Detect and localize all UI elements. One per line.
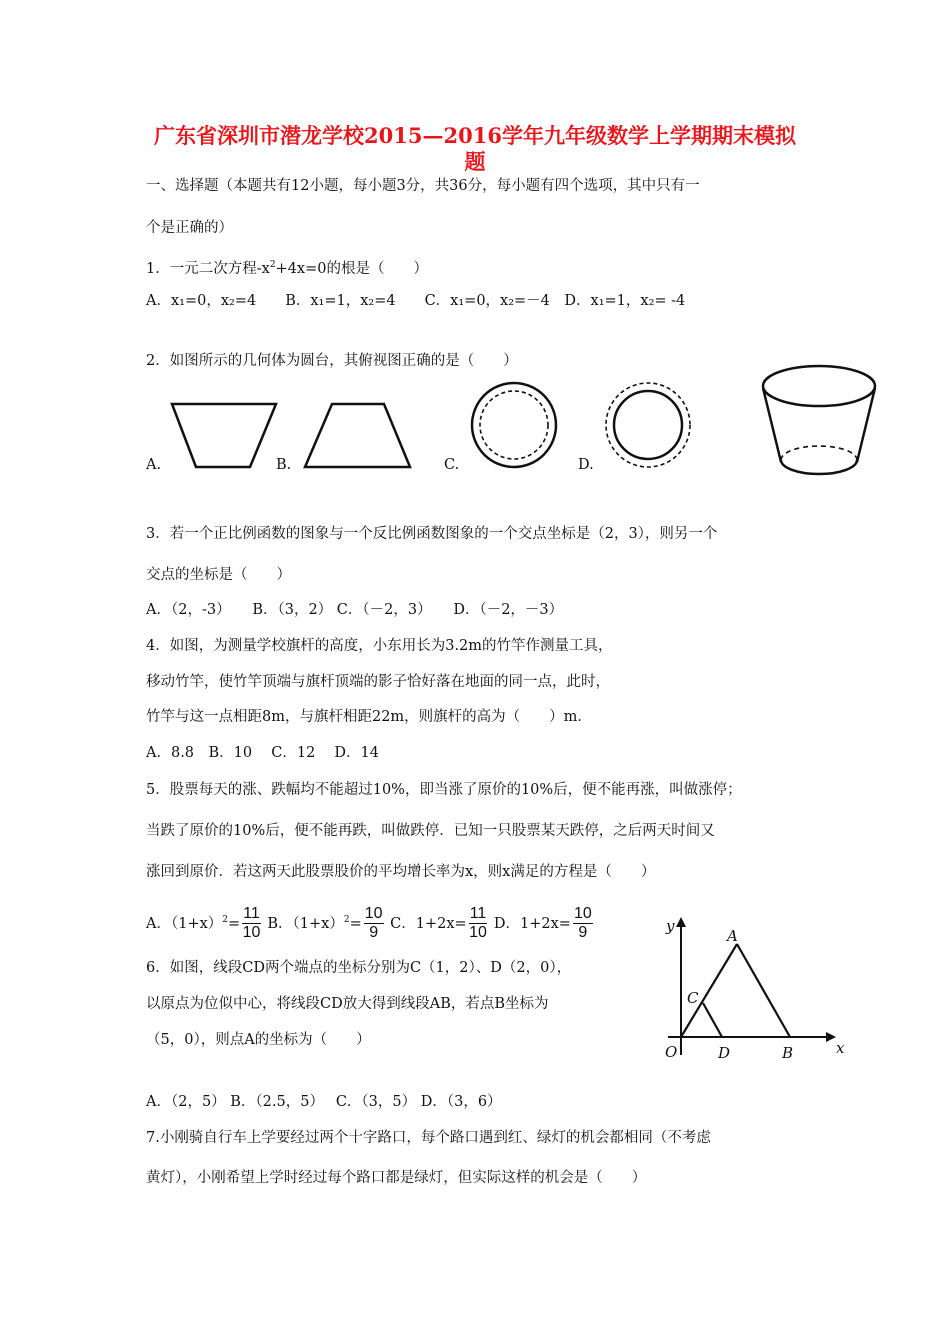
q5-option-a-exponent: 2 bbox=[222, 915, 229, 925]
y-axis-arrow bbox=[676, 917, 686, 927]
question-3-options: A．（2，-3） B．（3，2） C．（－2，3） D．（－2，－3） bbox=[146, 602, 564, 618]
q5-option-d: D．1+2x= bbox=[493, 915, 571, 932]
frustum-bottom-front-arc bbox=[781, 460, 857, 474]
fraction-numerator: 10 bbox=[364, 905, 383, 923]
label-B: B bbox=[782, 1044, 794, 1062]
q1-stem-part: 1．一元二次方程-x bbox=[146, 260, 270, 277]
q5-option-b-exponent: 2 bbox=[343, 915, 350, 925]
section-instruction: 一、选择题（本题共有12小题，每小题3分，共36分，每小题有四个选项，其中只有一 bbox=[146, 178, 700, 194]
segment-CD bbox=[703, 1003, 722, 1037]
fraction-denominator: 9 bbox=[578, 924, 588, 942]
q2-figures bbox=[0, 0, 950, 520]
outer-solid-circle-option-c bbox=[472, 383, 556, 467]
trapezoid-option-b bbox=[305, 404, 410, 467]
label-A: A bbox=[727, 927, 738, 945]
question-4-stem-line3: 竹竿与这一点相距8m，与旗杆相距22m，则旗杆的高为（ ）m． bbox=[146, 709, 592, 725]
q5-option-b: B．（1+x） bbox=[267, 915, 344, 932]
question-7-stem-line2: 黄灯），小刚希望上学时经过每个路口都是绿灯，但实际这样的机会是（ ） bbox=[146, 1170, 647, 1186]
question-7-stem: 7.小刚骑自行车上学要经过两个十字路口，每个路口遇到红、绿灯的机会都相同（不考虑 bbox=[146, 1130, 711, 1146]
question-5-stem-line2: 当跌了原价的10%后，便不能再跌，叫做跌停．已知一只股票某天跌停，之后两天时间又 bbox=[146, 823, 715, 839]
inner-dashed-circle-option-c bbox=[480, 391, 548, 459]
question-3-stem: 3．若一个正比例函数的图象与一个反比例函数图象的一个交点坐标是（2，3），则另一个 bbox=[146, 526, 718, 542]
label-C: C bbox=[687, 989, 699, 1007]
label-D: D bbox=[718, 1044, 731, 1062]
inner-solid-circle-option-d bbox=[614, 391, 682, 459]
q5-equals: = bbox=[228, 915, 241, 932]
question-6-stem: 6．如图，线段CD两个端点的坐标分别为C（1，2）、D（2，0）， bbox=[146, 960, 572, 976]
question-4-stem: 4．如图，为测量学校旗杆的高度，小东用长为3.2m的竹竿作测量工具， bbox=[146, 638, 613, 654]
section-instruction-continued: 个是正确的） bbox=[146, 220, 233, 236]
q1-stem-part: +4x=0的根是（ ） bbox=[275, 260, 428, 277]
question-4-stem-line2: 移动竹竿，使竹竿顶端与旗杆顶端的影子恰好落在地面的同一点，此时， bbox=[146, 674, 610, 690]
question-1-options: A．x₁=0，x₂=4 B．x₁=1，x₂=4 C．x₁=0，x₂=－4 D．x₁=1，x₂= -4 bbox=[146, 293, 686, 309]
q5-fraction-a bbox=[242, 905, 261, 942]
label-y: y bbox=[666, 917, 675, 935]
question-5-stem-line3: 涨回到原价．若这两天此股票股价的平均增长率为x，则x满足的方程是（ ） bbox=[146, 864, 656, 880]
question-5-stem: 5．股票每天的涨、跌幅均不能超过10%，即当涨了原价的10%后，便不能再涨，叫做涨停； bbox=[146, 782, 742, 798]
frustum-top-ellipse bbox=[763, 366, 875, 406]
fraction-numerator: 11 bbox=[469, 905, 487, 923]
question-6-stem-line2: 以原点为位似中心，将线段CD放大得到线段AB，若点B坐标为 bbox=[146, 996, 549, 1012]
q5-fraction-d bbox=[573, 905, 593, 942]
fraction-denominator: 10 bbox=[242, 924, 261, 942]
question-6-options: A．（2，5） B．（2.5，5） C．（3，5） D．（3，6） bbox=[146, 1094, 502, 1110]
q2-option-c-label: C. bbox=[444, 457, 460, 473]
question-3-stem-continued: 交点的坐标是（ ） bbox=[146, 567, 291, 583]
label-O: O bbox=[665, 1043, 678, 1061]
q5-fraction-b bbox=[364, 905, 384, 942]
question-5-options bbox=[146, 898, 595, 942]
fraction-denominator: 10 bbox=[469, 924, 487, 942]
q5-option-c: C．1+2x= bbox=[390, 915, 467, 932]
question-6-stem-line3: （5，0），则点A的坐标为（ ） bbox=[146, 1032, 371, 1048]
page-title-continued: 题 bbox=[464, 149, 486, 174]
q5-equals: = bbox=[349, 915, 362, 932]
q5-fraction-c bbox=[469, 905, 488, 942]
question-2-stem: 2．如图所示的几何体为圆台，其俯视图正确的是（ ） bbox=[146, 353, 518, 369]
q5-option-a: A．（1+x） bbox=[146, 915, 223, 932]
fraction-numerator: 11 bbox=[243, 905, 260, 923]
label-x: x bbox=[836, 1039, 845, 1057]
fraction-numerator: 10 bbox=[573, 905, 592, 923]
segment-AB bbox=[737, 944, 790, 1037]
page-title: 广东省深圳市潜龙学校2015—2016学年九年级数学上学期期末模拟 bbox=[154, 123, 796, 148]
frustum-solid-figure bbox=[763, 366, 875, 474]
q2-option-d-label: D. bbox=[578, 457, 594, 473]
fraction-denominator: 9 bbox=[369, 924, 379, 942]
frustum-bottom-back-arc-dashed bbox=[781, 446, 857, 460]
trapezoid-option-a bbox=[172, 404, 276, 467]
outer-dashed-circle-option-d bbox=[606, 383, 690, 467]
question-4-options: A．8.8 B．10 C．12 D．14 bbox=[146, 745, 379, 761]
q1-exponent: 2 bbox=[269, 260, 276, 270]
q2-option-a-label: A. bbox=[146, 457, 162, 473]
q2-option-b-label: B. bbox=[276, 457, 292, 473]
x-axis-arrow bbox=[826, 1032, 836, 1042]
q6-coordinate-figure bbox=[650, 905, 860, 1065]
